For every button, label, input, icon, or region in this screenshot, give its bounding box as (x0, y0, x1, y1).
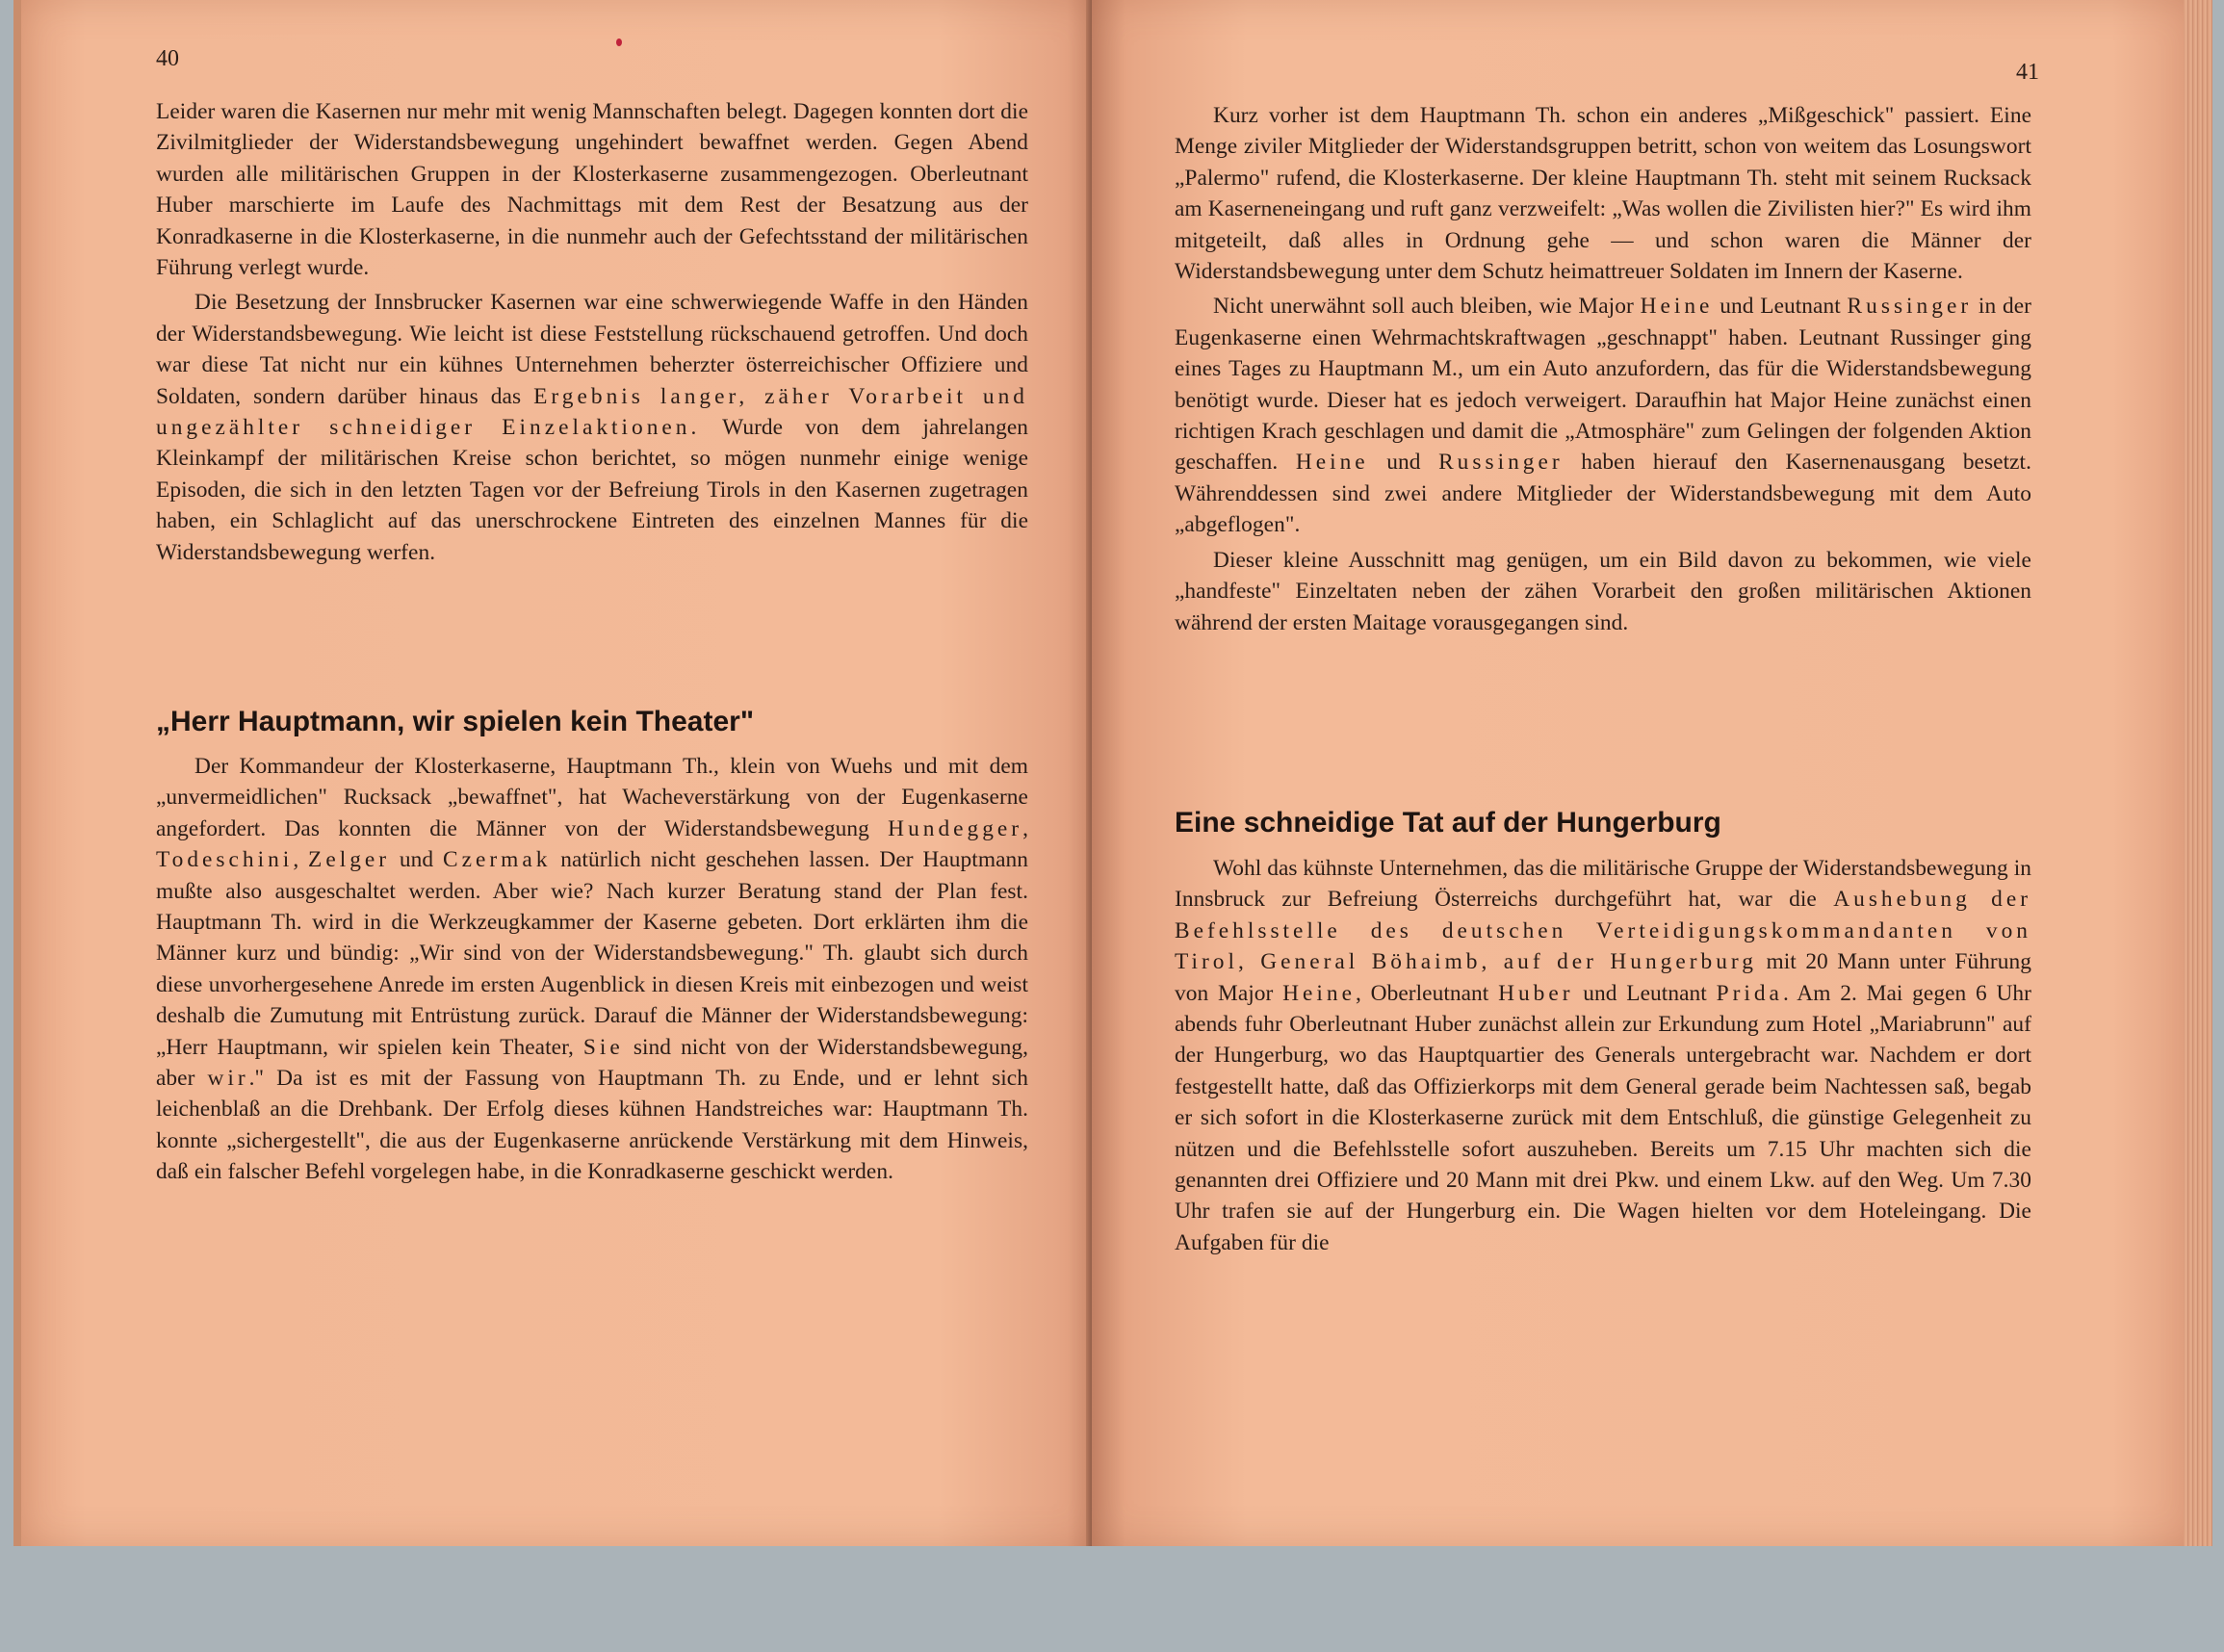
right-top-text (1175, 100, 2031, 638)
left-paragraph-2 (156, 287, 1028, 568)
right-bottom-text (1175, 853, 2031, 1258)
text-run: und Leutnant (1573, 980, 1717, 1006)
right-paragraph-4 (1175, 853, 2031, 1258)
name-huber: Huber (1498, 980, 1574, 1006)
text-run: und (1368, 450, 1439, 476)
text-run: , Oberleutnant (1356, 980, 1499, 1006)
name-heine: Heine (1295, 450, 1369, 476)
right-page (1092, 0, 2201, 1546)
name-heine: Heine (1282, 980, 1356, 1006)
text-run: haben hierauf den Kasernenausgang besetzt. Währenddessen sind zwei andere Mitglieder der Widerstandsbewegung mit dem Auto „abgeflogen". (1175, 450, 2032, 538)
left-page (13, 0, 1099, 1546)
name-todeschini: Todeschini (156, 847, 294, 873)
spaced-emphasis: Aushebung der Befehlsstelle des deutschen Verteidigungskommandanten von Tirol, General Böhaimb, auf der Hungerburg (1175, 887, 2032, 975)
text-run: , (293, 847, 309, 873)
right-paragraph-1: Kurz vorher ist dem Hauptmann Th. schon ein anderes „Mißgeschick" passiert. Eine Menge ziviler Mitglieder der Widerstandsgruppen betritt, schon von weitem das Losungswort „Palermo" rufend, die Klosterkaserne. Der kleine Hauptmann Th. steht mit seinem Rucksack am Kaserneneingang und ruft ganz verzweifelt: „Was wollen die Zivilisten hier?" Es wird ihm mitgeteilt, daß alles in Ordnung gehe — und schon waren die Männer der Widerstandsbewegung unter dem Schutz heimattreuer Soldaten im Innern der Kaserne. (1175, 103, 2031, 285)
page-edges (2184, 0, 2212, 1546)
name-prida: Prida (1716, 980, 1783, 1006)
left-section-heading: „Herr Hauptmann, wir spielen kein Theater" (156, 706, 755, 737)
right-paragraph-2 (1175, 291, 2031, 540)
text-run: natürlich nicht geschehen lassen. Der Hauptmann mußte also ausgeschaltet werden. Aber wie? Nach kurzer Beratung stand der Plan fest. Hauptmann Th. wird in die Werkzeugkammer der Kaserne gebeten. Dort erklärten ihm die Männer kurz und bündig: „Wir sind von der Widerstandsbewegung." Th. glaubt sich durch diese unvorhergesehene Anrede im ersten Augenblick in diesen Kreis mit einbezogen und weist deshalb die Zumutung mit Entrüstung zurück. Darauf die Männer der Widerstandsbewegung: „Herr Hauptmann, wir spielen kein Theater, (156, 847, 1029, 1060)
text-run: ." Da ist es mit der Fassung von Hauptmann Th. zu Ende, und er lehnt sich leichenblaß an die Drehbank. Der Erfolg dieses kühnen Handstreiches war: Hauptmann Th. konnte „sichergestellt", die aus der Eugenkaserne anrückende Verstärkung mit dem Hinweis, daß ein falscher Befehl vorgelegen habe, in die Konradkaserne geschickt werden. (156, 1066, 1028, 1185)
emphasis-wir: wir (207, 1066, 249, 1092)
emphasis-sie: Sie (582, 1034, 624, 1060)
text-run: sind nicht von der Widerstandsbewegung, aber (156, 1034, 1028, 1092)
name-czermak: Czermak (442, 847, 552, 873)
name-hundegger: Hundegger (888, 815, 1023, 841)
text-run: Wurde von dem jahrelangen Kleinkampf der militärischen Kreise schon berichtet, so mögen nunmehr einige wenige Episoden, die sich in den letzten Tagen vor der Befreiung Tirols in den Kasernen zugetragen haben, ein Schlaglicht auf das unerschrockene Eintreten des einzelnen Mannes für die Widerstandsbewegung werfen. (156, 415, 1028, 565)
left-paragraph-3 (156, 751, 1028, 1188)
left-top-text (156, 96, 1028, 568)
right-paragraph-3: Dieser kleine Ausschnitt mag genügen, um ein Bild davon zu bekommen, wie viele „handfeste" Einzeltaten neben der zähen Vorarbeit den großen militärischen Aktionen während der ersten Maitage vorausgegangen sind. (1175, 547, 2031, 635)
spaced-emphasis: Ergebnis langer, zäher Vorarbeit und ungezählter schneidiger Einzelaktionen. (156, 383, 1028, 441)
name-zelger: Zelger (308, 847, 391, 873)
text-run: Nicht unerwähnt soll auch bleiben, wie Major (1213, 294, 1641, 320)
left-bottom-text (156, 751, 1028, 1188)
right-section-heading: Eine schneidige Tat auf der Hungerburg (1175, 807, 1721, 839)
text-run: Der Kommandeur der Klosterkaserne, Hauptmann Th., klein von Wuehs und mit dem „unvermeidlichen" Rucksack „bewaffnet", hat Wacheverstärkung von der Eugenkaserne angefordert. Das konnten die Männer von der Widerstandsbewegung (156, 754, 1028, 841)
text-run: mit 20 Mann unter Führung von Major (1175, 949, 2031, 1006)
text-run: und (390, 847, 443, 873)
text-run: und Leutnant (1713, 294, 1848, 320)
text-run: , (1022, 815, 1028, 841)
text-run: Wohl das kühnste Unternehmen, das die militärische Gruppe der Widerstandsbewegung in Innsbruck zur Befreiung Österreichs durchgeführt hat, war die (1175, 856, 2031, 913)
name-russinger: Russinger (1847, 294, 1973, 320)
page-number-right: 41 (2016, 60, 2039, 85)
ink-mark (616, 39, 622, 46)
text-run: . Am 2. Mai gegen 6 Uhr abends fuhr Oberleutnant Huber zunächst allein zur Erkundung zum Hotel „Mariabrunn" auf der Hungerburg, wo das Hauptquartier des Generals untergebracht war. Nachdem er dort festgestellt hatte, daß das Offizierkorps mit dem General gerade beim Nachtessen saß, begab er sich sofort in die Klosterkaserne zurück mit dem Entschluß, die günstige Gelegenheit zu nützen und die Befehlsstelle sofort auszuheben. Bereits um 7.15 Uhr machten sich die genannten drei Offiziere und 20 Mann mit drei Pkw. und einem Lkw. auf den Weg. Um 7.30 Uhr trafen sie auf der Hungerburg ein. Die Wagen hielten vor dem Hoteleingang. Die Aufgaben für die (1175, 980, 2032, 1255)
page-number-left: 40 (156, 46, 179, 71)
left-paragraph-1: Leider waren die Kasernen nur mehr mit wenig Mannschaften belegt. Dagegen konnten dort die Zivilmitglieder der Widerstandsbewegung ungehindert bewaffnet werden. Gegen Abend wurden alle militärischen Gruppen in der Klosterkaserne zusammengezogen. Oberleutnant Huber marschierte im Laufe des Nachmittags mit dem Rest der Besatzung aus der Konradkaserne in die Klosterkaserne, in die nunmehr auch der Gefechtsstand der militärischen Führung verlegt wurde. (156, 99, 1028, 281)
text-run: Die Besetzung der Innsbrucker Kasernen war eine schwerwiegende Waffe in den Händen der Widerstandsbewegung. Wie leicht ist diese Feststellung rückschauend getroffen. Und doch war diese Tat nicht nur ein kühnes Unternehmen beherzter österreichischer Offiziere und Soldaten, sondern darüber hinaus das (156, 290, 1028, 409)
name-heine: Heine (1640, 294, 1714, 320)
text-run: in der Eugenkaserne einen Wehrmachtskraftwagen „geschnappt" haben. Leutnant Russinger ging eines Tages zu Hauptmann M., um ein Auto anzufordern, das für die Widerstandsbewegung benötigt wurde. Dieser hat es jedoch verweigert. Daraufhin hat Major Heine zunächst einen richtigen Krach geschlagen und damit die „Atmosphäre" zum Gelingen der folgenden Aktion geschaffen. (1175, 294, 2031, 476)
name-russinger: Russinger (1438, 450, 1564, 476)
